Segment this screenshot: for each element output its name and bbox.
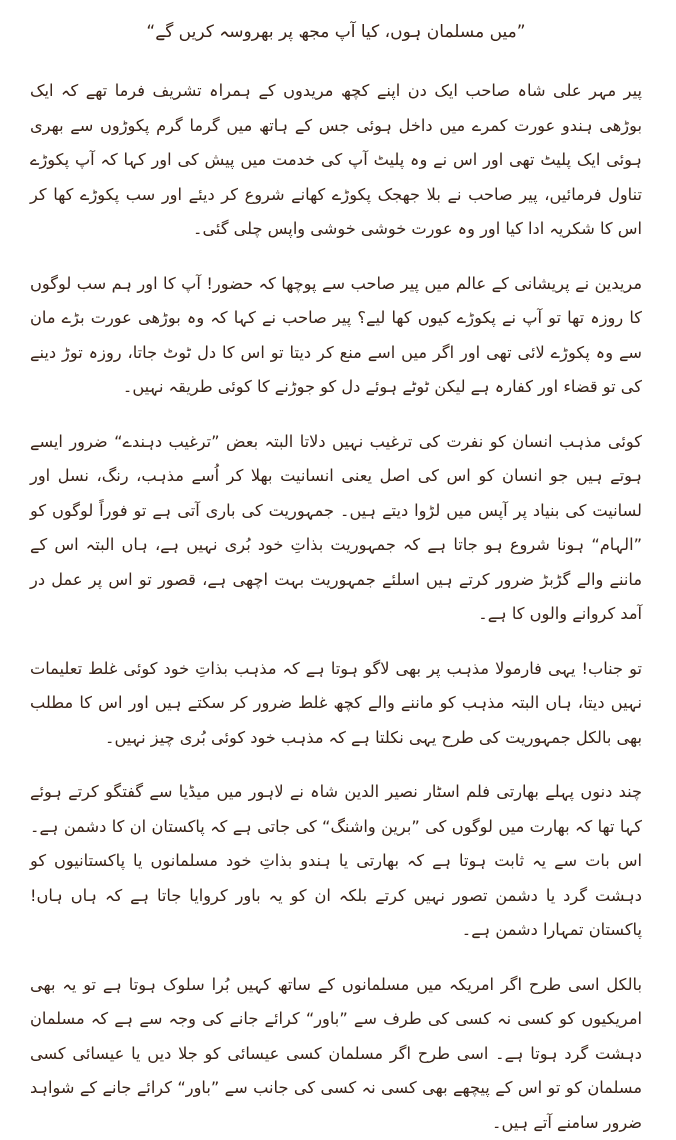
paragraph-2: مریدین نے پریشانی کے عالم میں پیر صاحب سے پوچھا کہ حضور! آپ کا اور ہم سب لوگوں کا روزہ تھا تو آپ نے پکوڑے کیوں کھا لیے؟ پیر صاحب نے کہا کہ وہ بوڑھی عورت بڑے مان سے وہ پکوڑے لائی تھی اور اگر میں اسے منع کر دیتا تو اس کا دل ٹوٹ جاتا، روزہ توڑ دینے کی تو قضاء اور کفارہ ہے لیکن ٹوٹے ہوئے دل کو جوڑنے کا کوئی طریقہ نہیں۔ [30, 267, 642, 405]
paragraph-5: چند دنوں پہلے بھارتی فلم اسٹار نصیر الدین شاہ نے لاہور میں میڈیا سے گفتگو کرتے ہوئے کہا تھا کہ بھارت میں لوگوں کی ”برین واشنگ“ کی جاتی ہے کہ پاکستان ان کا دشمن ہے۔ اس بات سے یہ ثابت ہوتا ہے کہ بھارتی یا ہندو بذاتِ خود مسلمانوں یا پاکستانیوں کو دہشت گرد یا دشمن تصور نہیں کرتے بلکہ ان کو یہ باور کروایا جاتا ہے کہ ہاں ہاں! پاکستان تمہارا دشمن ہے۔ [30, 775, 642, 948]
article-title: ”میں مسلمان ہوں، کیا آپ مجھ پر بھروسہ کریں گے“ [30, 18, 642, 54]
paragraph-4: تو جناب! یہی فارمولا مذہب پر بھی لاگو ہوتا ہے کہ مذہب بذاتِ خود کوئی غلط تعلیمات نہیں دیتا، ہاں البتہ مذہب کو ماننے والے کچھ غلط ضرور کر سکتے ہیں اور اس کا مطلب بھی بالکل جمہوریت کی طرح یہی نکلتا ہے کہ مذہب خود کوئی بُری چیز نہیں۔ [30, 652, 642, 756]
paragraph-1: پیر مہر علی شاہ صاحب ایک دن اپنے کچھ مریدوں کے ہمراہ تشریف فرما تھے کہ ایک بوڑھی ہندو عورت کمرے میں داخل ہوئی جس کے ہاتھ میں گرما گرم پکوڑوں سے بھری ہوئی ایک پلیٹ تھی اور اس نے وہ پلیٹ آپ کی خدمت میں پیش کی اور کہا کہ آپ پکوڑے تناول فرمائیں، پیر صاحب نے بلا جھجک پکوڑے کھانے شروع کر دیئے اور سب پکوڑے کھا کر اس کا شکریہ ادا کیا اور وہ عورت خوشی خوشی واپس چلی گئی۔ [30, 74, 642, 247]
paragraph-6: بالکل اسی طرح اگر امریکہ میں مسلمانوں کے ساتھ کہیں بُرا سلوک ہوتا ہے تو یہ بھی امریکیوں کو کسی نہ کسی کی طرف سے ”باور“ کرائے جانے کی وجہ سے ہے کہ مسلمان دہشت گرد ہوتا ہے۔ اسی طرح اگر مسلمان کسی عیسائی کو جلا دیں یا عیسائی کسی مسلمان کو تو اس کے پیچھے بھی کسی نہ کسی کی جانب سے ”باور“ کرائے جانے کے شواہد ضرور سامنے آتے ہیں۔ [30, 968, 642, 1140]
paragraph-3: کوئی مذہب انسان کو نفرت کی ترغیب نہیں دلاتا البتہ بعض ”ترغیب دہندے“ ضرور ایسے ہوتے ہیں جو انسان کو اس کی اصل یعنی انسانیت بھلا کر اُسے مذہب، رنگ، نسل اور لسانیت کی بنیاد پر آپس میں لڑوا دیتے ہیں۔ جمہوریت کی باری آتی ہے تو فوراً لوگوں کو ”الہام“ ہونا شروع ہو جاتا ہے کہ جمہوریت بذاتِ خود بُری نہیں ہے، ہاں البتہ اس کے ماننے والے گڑبڑ ضرور کرتے ہیں اسلئے جمہوریت بہت اچھی ہے، قصور تو اس پر عمل در آمد کروانے والوں کا ہے۔ [30, 425, 642, 632]
